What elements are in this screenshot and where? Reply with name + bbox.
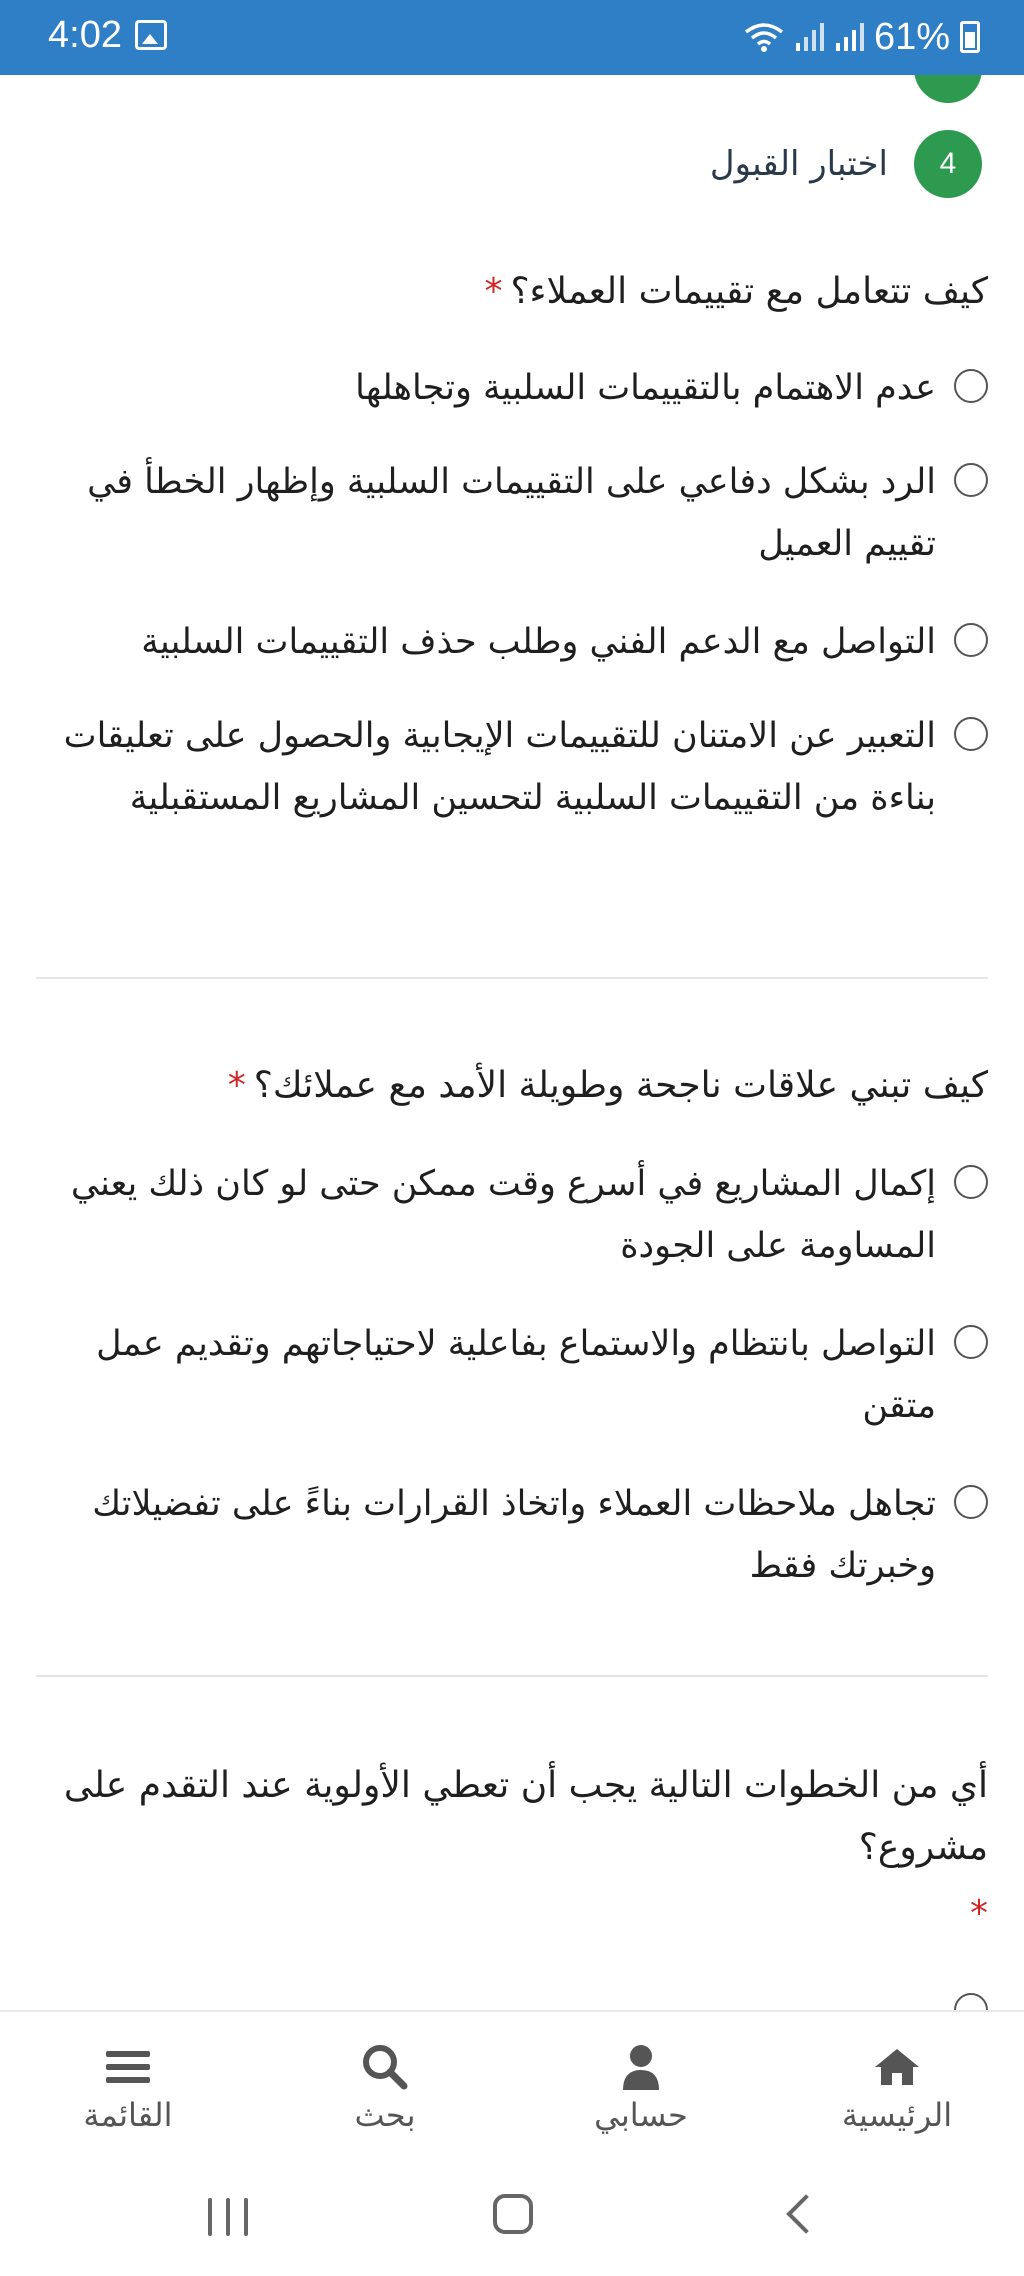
question-title [36,1055,988,1117]
radio-button[interactable] [954,1993,988,2010]
question-text: كيف تبني علاقات ناجحة وطويلة الأمد مع عملائك؟ [253,1065,988,1106]
wifi-icon [744,20,784,54]
system-navigation-bar [0,2160,1024,2276]
option-label: التواصل مع الدعم الفني وطلب حذف التقييمات السلبية [141,622,936,662]
required-mark-row [36,1883,988,1945]
back-button-icon[interactable] [786,2194,826,2234]
nav-account[interactable] [541,2042,741,2134]
radio-button[interactable] [954,717,988,751]
status-right [744,12,980,62]
option-label: الرد بشكل دفاعي على التقييمات السلبية وإظهار الخطأ في تقييم العميل [87,462,936,564]
divider [36,1675,988,1677]
nav-account-label: حسابي [594,2096,688,2134]
bottom-navigation [0,2010,1024,2162]
required-mark: * [484,271,503,312]
nav-home-label: الرئيسية [841,2096,953,2134]
home-icon [873,2047,921,2087]
status-bar [0,0,1024,75]
user-icon [621,2044,661,2090]
step-label: اختبار القبول [709,144,888,184]
radio-button[interactable] [954,463,988,497]
radio-button[interactable] [954,1325,988,1359]
battery-percent: 61% [873,15,950,58]
nav-menu-label: القائمة [83,2096,173,2134]
nav-search[interactable] [285,2042,485,2134]
status-time: 4:02 [48,14,122,56]
answer-option[interactable] [36,451,988,575]
radio-button[interactable] [954,1165,988,1199]
option-label: تجاهل ملاحظات العملاء واتخاذ القرارات بناءً على تفضيلاتك وخبرتك فقط [92,1484,936,1586]
radio-button[interactable] [954,369,988,403]
answer-option[interactable] [36,1313,988,1437]
radio-button[interactable] [954,1485,988,1519]
option-label: التواصل بانتظام والاستماع بفاعلية لاحتياجاتهم وتقديم عمل متقن [96,1324,936,1426]
required-mark: * [227,1065,246,1106]
nav-search-label: بحث [354,2096,416,2134]
signal-icon-2 [834,21,864,53]
step-acceptance-test [710,130,982,198]
question-text: أي من الخطوات التالية يجب أن تعطي الأولوية عند التقدم على مشروع؟ [63,1765,988,1868]
gallery-notification-icon [135,20,167,50]
answer-option[interactable] [36,357,988,419]
question-title [36,1755,988,1879]
answer-option[interactable] [36,611,988,673]
question-title [36,261,988,323]
quiz-content[interactable] [0,75,1024,2010]
option-label: التعبير عن الامتنان للتقييمات الإيجابية والحصول على تعليقات بناءة من التقييمات السلبية لتحسين المشاريع المستقبلية [63,716,936,818]
home-button-icon[interactable] [493,2194,533,2234]
step-circle [914,75,982,103]
divider [36,977,988,979]
search-icon [362,2044,408,2090]
question-text: كيف تتعامل مع تقييمات العملاء؟ [510,271,988,312]
answer-option[interactable] [36,705,988,829]
nav-home[interactable] [797,2042,997,2134]
battery-icon [960,21,980,53]
signal-icon-1 [794,21,824,53]
required-mark: * [970,1893,988,1934]
option-label: عدم الاهتمام بالتقييمات السلبية وتجاهلها [355,368,936,408]
step-number: 4 [914,130,982,198]
menu-icon [106,2049,150,2085]
answer-option[interactable] [36,1153,988,1277]
step-previous [914,75,982,103]
radio-button[interactable] [954,623,988,657]
answer-option[interactable] [36,1473,988,1597]
nav-menu[interactable] [28,2042,228,2134]
option-label: إكمال المشاريع في أسرع وقت ممكن حتى لو كان ذلك يعني المساومة على الجودة [70,1164,936,1266]
recents-button-icon[interactable] [208,2198,248,2238]
